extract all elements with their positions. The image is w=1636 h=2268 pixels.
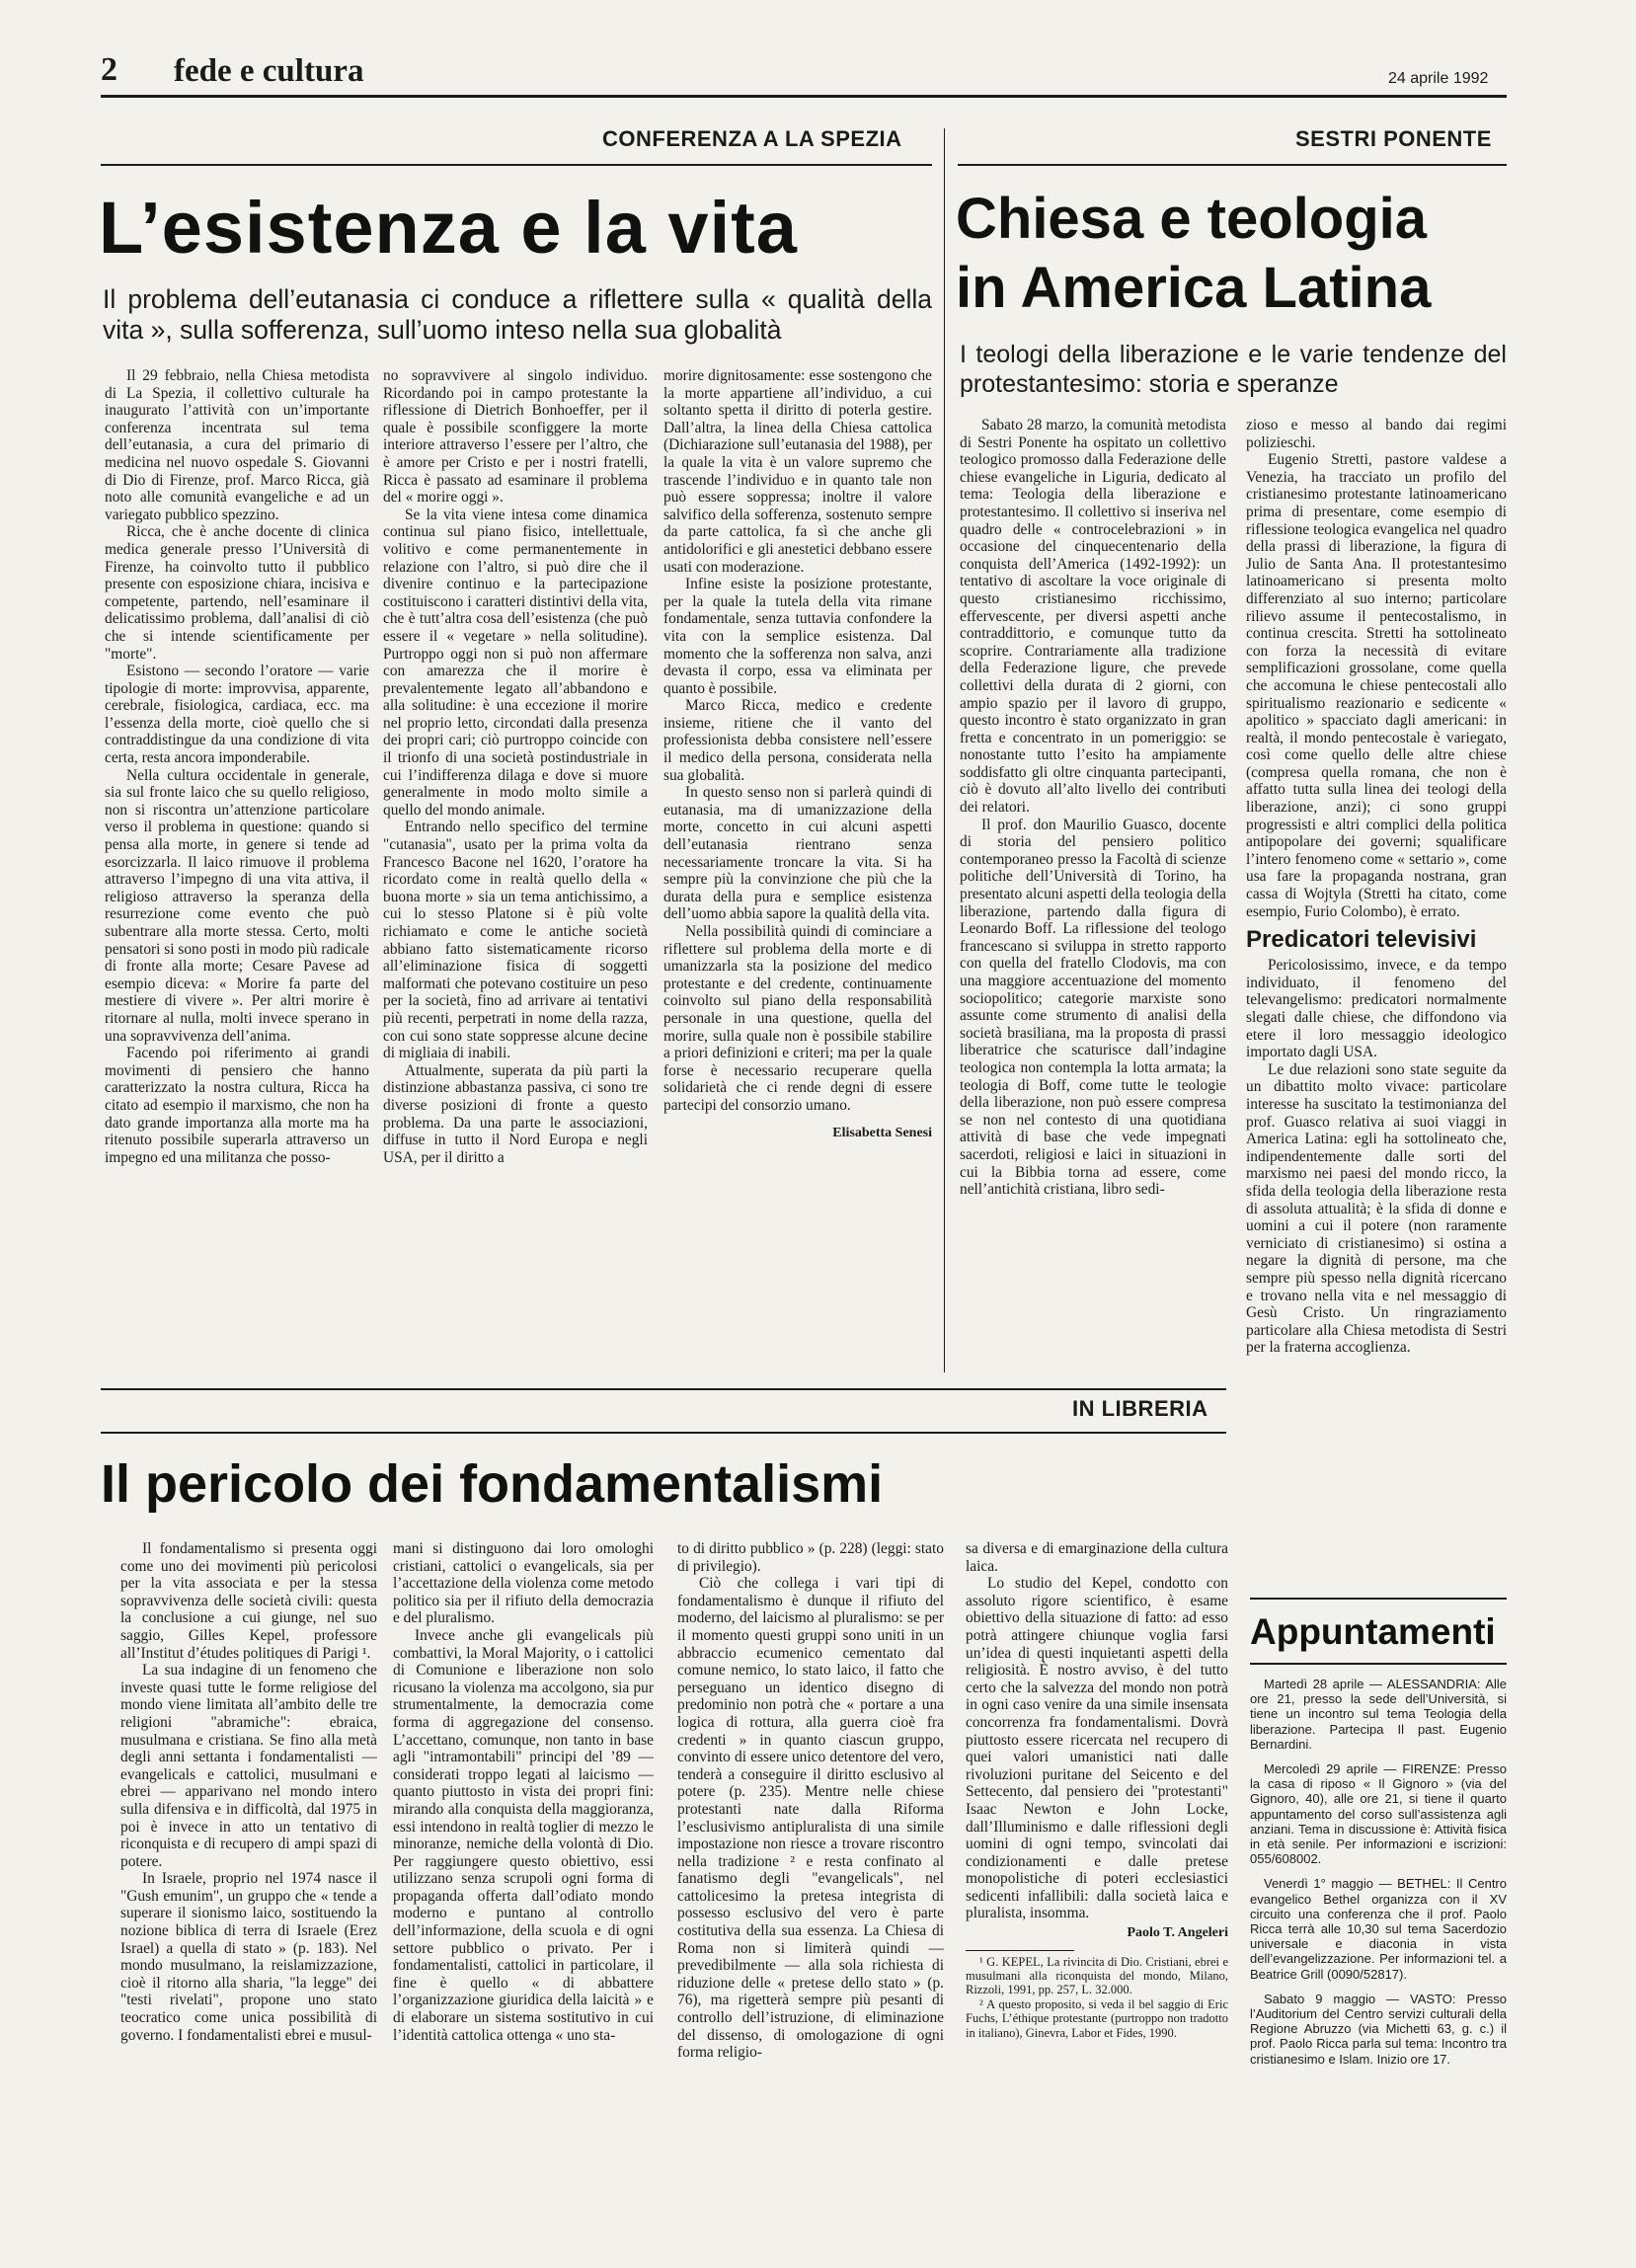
paragraph: Eugenio Stretti, pastore valdese a Venezia, ha tracciato un profilo del cristianesimo protestante latinoamericano prima di presentare, come esempio di riflessione teologica evangelica nel quadro della prassi di liberazione, la figura di Julio de Santa Ana. Il protestantesimo latinoamericano si presenta molto differenziato al suo interno; particolare rilievo assume il pentecostalismo, in continua crescita. Stretti ha sottolineato con forza la necessità di evitare semplificazioni grossolane, come quella che accomuna le chiese pentecostali allo spiritualismo reazionario e sedicente « apolitico » spacciato dagli americani: in realtà, il mondo pentecostale è variegato, così come quello delle altre chiese (compresa quella romana, che non è affatto tutta sulla linea dei teologi della liberazione, anzi); ci sono gruppi progressisti e altri complici della politica antipopolare dei governi; squalificare l’intero fenomeno come « settario », come usa fare la propaganda nostrana, gran cassa di Wojtyla (Stretti ha citato, come esempio, Furio Colombo), è errato. <box>1246 451 1507 920</box>
column-bottom-4 <box>966 1540 1228 2093</box>
paragraph: Attualmente, superata da più parti la distinzione abbastanza passiva, ci sono tre diverse posizioni di fronte a questo problema. Da una parte le associazioni, diffuse in tutto il Nord Europa e negli USA, per il diritto a <box>383 1061 648 1166</box>
paragraph: Infine esiste la posizione protestante, per la quale la tutela della vita rimane fondamentale, senza tuttavia confondere la vita con la semplice esistenza. Dal momento che la sofferenza non salva, anzi devasta il corpo, essa va eliminata per quanto è possibile. <box>663 576 932 697</box>
column-left-1 <box>105 367 369 1370</box>
kicker-bottom-rule <box>101 1432 1226 1434</box>
deck-right: I teologi della liberazione e le varie tendenze del protestantesimo: storia e speranze <box>960 341 1507 398</box>
column-bottom-3 <box>677 1540 944 2093</box>
column-left-3 <box>663 367 932 1370</box>
paragraph: Invece anche gli evangelicals più combattivi, la Moral Majority, o i cattolici di Comunione e liberazione non solo ricusano la violenza ma accolgono, sia pur strumentalmente, la democrazia come forma di aggregazione del consenso. L’accettano, comunque, non tanto in base agli "intramontabili" principi del ’89 — considerati troppo legati al laicismo — quanto piuttosto in vista dei propri fini: mirando alla conquista della maggioranza, essi intendono in realtà toglier di mezzo le minoranze, nemiche della volontà di Dio. Per raggiungere questo obiettivo, essi utilizzano senza scrupoli ogni forma di propaganda offerta dall’odiato mondo moderno e puntano al controllo dell’informazione, della scuola e di ogni settore pubblico o privato. Per i fondamentalisti, cattolici in particolare, il fine è quello « di abbattere l’organizzazione giuridica della laicità » e di elaborare un sistema sostitutivo in cui l’identità cattolica ottenga « uno sta- <box>393 1626 654 2044</box>
paragraph: mani si distinguono dai loro omologhi cristiani, cattolici o evangelicals, sia per l’accettazione della violenza come metodo politico sia per il rifiuto della democrazia e del pluralismo. <box>393 1540 654 1627</box>
appuntamenti-title-rule <box>1250 1663 1507 1665</box>
author-signature: Paolo T. Angeleri <box>1127 1925 1228 1941</box>
paragraph: Il prof. don Maurilio Guasco, docente di storia del pensiero politico contemporaneo presso la Facoltà di scienze politiche dell’Università di Torino, ha presentato alcuni aspetti della teologia della liberazione, partendo dalla figura di Leonardo Boff. La riflessione del teologo francescano si sviluppa in stretto rapporto con quella del fratello Clodovis, ma con una maggiore accentuazione del momento sociopolitico; categorie marxiste sono assunte come strumento di analisi della società brasiliana, ma la proposta di prassi liberatrice che scaturisce dall’indagine teologica non contempla la lotta armata; la teologia di Boff, come tutte le teologie della liberazione, non può essere compresa se non nel contesto di una quotidiana attività di base che vede impegnati sacerdoti, religiosi e laici in situazioni in cui la Bibbia torna ad essere, come nell’antichità cristiana, libro sedi- <box>960 816 1226 1199</box>
paragraph: Nella cultura occidentale in generale, sia sul fronte laico che su quello religioso, non si riscontra un’attenzione particolare verso il problema in questione: quando si pensa alla morte, in genere si tende ad esorcizzarla. Il laico rimuove il problema attraverso l’impegno di una vita attiva, il religioso attraverso la speranza della resurrezione come evento che può subentrare alla morte stessa. Certo, molti pensatori si sono posti in modo più radicale di fronte alla morte; Cesare Pavese ad esempio diceva: « Morire fa parte del mestiere di vivere ». Per altri morire è ritornare al nulla, molti invece sperano in una sopravvivenza dell’anima. <box>105 766 369 1045</box>
paragraph: Il 29 febbraio, nella Chiesa metodista di La Spezia, il collettivo culturale ha inaugurato l’attività con un’importante conferenza incentrata sul tema dell’eutanasia, a cura del primario di medicina nel nuovo ospedale S. Giovanni di Dio di Firenze, prof. Marco Ricca, già noto alle comunità evangeliche e ad un variegato pubblico spezzino. <box>105 367 369 523</box>
bottom-article-top-rule <box>101 1388 1226 1390</box>
column-bottom-2 <box>393 1540 654 2093</box>
kicker-left: CONFERENZA A LA SPEZIA <box>602 126 902 151</box>
title-bottom: Il pericolo dei fondamentalismi <box>101 1454 884 1514</box>
kicker-right-rule <box>958 164 1507 166</box>
section-name: fede e cultura <box>174 53 364 89</box>
appointment-item: Martedì 28 aprile — ALESSANDRIA: Alle ore 21, presso la sede dell’Università, si tiene un incontro sul tema Teologia della liberazione. Partecipa Il past. Eugenio Bernardini. <box>1250 1677 1507 1752</box>
paragraph: Ciò che collega i vari tipi di fondamentalismo è dunque il rifiuto del moderno, del laicismo al pluralismo: se per il momento questi gruppi sono uniti in un abbraccio ecumenico cementato dal comune nemico, lo stato laico, il fatto che perseguano un identico disegno di predominio non potrà che « portare a una logica di rottura, alla guerra cioè fra credenti » in quanto ciascun gruppo, convinto di essere unico detentore del vero, tenderà a conseguire il diritto esclusivo al potere (p. 235). Mentre nelle chiese protestanti nate dalla Riforma l’esclusivismo antipluralista di una simile impostazione non riesce a trovare riscontro nella tradizione ² e resta confinato al fanatismo degli "evangelicals", nel cattolicesimo la pretesa integrista di possesso esclusivo del vero è parte costitutiva della sua essenza. La Chiesa di Roma non si limiterà quindi — prevedibilmente — alla sola richiesta di riduzione delle « pretese dello stato » (p. 76), ma rigetterà sempre più pesanti di controllo dell’istruzione, di eliminazione del dissenso, di omologazione di ogni forma religio- <box>677 1575 944 2062</box>
paragraph: no sopravvivere al singolo individuo. Ricordando poi in campo protestante la riflessione di Dietrich Bonhoeffer, per il quale è possibile sconfiggere la morte interiore attraverso l’essere per l’altro, che è amore per Cristo e per i nostri fratelli, Ricca è passato ad esaminare il problema del « morire oggi ». <box>383 367 648 507</box>
footnote-rule <box>966 1950 1074 1951</box>
appointment-item: Mercoledì 29 aprile — FIRENZE: Presso la casa di riposo « Il Gignoro » (via del Gignoro, 40), alle ore 21, si tiene il quarto appuntamento del corso sull’assistenza agli anziani. Tema in discussione è: Attività fisica in età senile. Per informazioni e iscrizioni: 055/608002. <box>1250 1761 1507 1867</box>
paragraph: Se la vita viene intesa come dinamica continua sul piano fisico, intellettuale, volitivo e come permanentemente in relazione con l’altro, si può dire che il divenire continuo e la partecipazione costituiscono i caratteri distintivi della vita, che è tutt’altra cosa dell’esistenza (che può essere il « vegetare » nella solitudine). Purtroppo oggi non si può non affermare con amarezza che il morire è prevalentemente legato all’abbandono e alla solitudine: è una eccezione il morire nel proprio letto, circondati dalla presenza dei propri cari; ciò purtroppo coincide con il trionfo di una società postindustriale in cui l’indifferenza dilaga e dove si muore generalmente in modo molto simile a quello del mondo animale. <box>383 506 648 819</box>
paragraph: Marco Ricca, medico e credente insieme, ritiene che il vanto del professionista debba consistere nell’essere il medico della persona, considerata nella sua globalità. <box>663 697 932 784</box>
paragraph: Entrando nello specifico del termine "cutanasia", usato per la prima volta da Francesco Bacone nel 1620, l’oratore ha ricordato come in realtà quello della « buona morte » sia un tema antichissimo, a cui lo stesso Platone si è più volte richiamato e come le antiche società abbiano fatto sistematicamente ricorso all’eliminazione fisica di soggetti malformati che potevano costituire un peso per la società, fino ad arrivare ai tentativi più recenti, perpetrati in nome della razza, con cui sono state soppresse alcune decine di migliaia di inabili. <box>383 819 648 1062</box>
appuntamenti-top-rule <box>1250 1598 1507 1600</box>
title-right-line1: Chiesa e teologia <box>956 187 1428 251</box>
column-left-2 <box>383 367 648 1370</box>
footnote: ¹ G. KEPEL, La rivincita di Dio. Cristiani, ebrei e musulmani alla riconquista del mondo, Milano, Rizzoli, 1991, pp. 257, L. 32.000. <box>966 1954 1228 1997</box>
column-right-2 <box>1246 417 1507 1878</box>
appointment-item: Sabato 9 maggio — VASTO: Presso l’Auditorium del Centro servizi culturali della Regione Abruzzo (via Michetti 63, g. c.) il prof. Paolo Ricca parla sul tema: Incontro tra cristianesimo e Islam. Inizio ore 17. <box>1250 1991 1507 2067</box>
paragraph: La sua indagine di un fenomeno che investe quasi tutte le forme religiose del mondo viene limitata all’ambito delle tre religioni "abramiche": ebraica, musulmana e cristiana. Se fino alla metà degli anni settanta i fondamentalisti — evangelicals e cattolici, musulmani e ebrei — apparivano nel mondo intero sulla difensiva e in difficoltà, dal 1975 in poi è invece in atto un tentativo di riconquista e di recupero di ampi spazi di potere. <box>120 1662 377 1870</box>
column-divider <box>944 128 945 1372</box>
paragraph: In questo senso non si parlerà quindi di eutanasia, ma di umanizzazione della morte, concetto in cui alcuni aspetti dell’eutanasia rientrano senza necessariamente troncare la vita. Si ha sempre più la convinzione che più che la durata della pura e semplice esistenza dell’uomo abbia sapore la qualità della vita. <box>663 784 932 923</box>
appuntamenti-title: Appuntamenti <box>1250 1611 1496 1652</box>
paragraph: sa diversa e di emarginazione della cultura laica. <box>966 1540 1228 1575</box>
paragraph: morire dignitosamente: esse sostengono che la morte appartiene all’individuo, a cui soltanto spetta il diritto di poterla gestire. Dall’altra, la linea della Chiesa cattolica (Dichiarazione sull’eutanasia del 1988), per la quale la vita è un valore supremo che trascende l’individuo e in quanto tale non può essere soppressa; inoltre il valore salvifico della sofferenza, sostenuto sempre da parte cattolica, fa sì che anche gli antidolorifici e gli anestetici debbano essere usati con moderazione. <box>663 367 932 576</box>
column-right-1 <box>960 417 1226 1370</box>
title-left: L’esistenza e la vita <box>99 187 798 269</box>
paragraph: Facendo poi riferimento ai grandi movimenti di pensiero che hanno caratterizzato la nostra cultura, Ricca ha citato ad esempio il marxismo, che non ha dato grande importanza alla morte ma ha ritenuto possibile superarla attraverso un impegno ed una militanza che posso- <box>105 1045 369 1166</box>
issue-date: 24 aprile 1992 <box>1388 70 1489 87</box>
paragraph: zioso e messo al bando dai regimi polizieschi. <box>1246 417 1507 451</box>
paragraph: Il fondamentalismo si presenta oggi come uno dei movimenti più pericolosi per la vita associata e per la stessa sopravvivenza delle società civili: questa la conclusione a cui giunge, nel suo saggio, Gilles Kepel, professore all’Institut d’études politiques di Parigi ¹. <box>120 1540 377 1662</box>
footnote: ² A questo proposito, si veda il bel saggio di Eric Fuchs, L’éthique protestante (purtroppo non tradotto in italiano), Ginevra, Labor et Fides, 1990. <box>966 1996 1228 2040</box>
deck-left: Il problema dell’eutanasia ci conduce a riflettere sulla « qualità della vita », sulla sofferenza, sull’uomo inteso nella sua globalità <box>103 284 932 345</box>
paragraph: to di diritto pubblico » (p. 228) (leggi: stato di privilegio). <box>677 1540 944 1575</box>
paragraph: In Israele, proprio nel 1974 nasce il "Gush emunim", un gruppo che « tende a superare il sionismo laico, sostituendo la nozione biblica di terra di Israele (Erez Israel) a quella di stato » (p. 183). Nel mondo musulmano, la reislamizzazione, cioè il ritorno alla sharia, "la legge" dei "testi rivelati", propone uno stato teocratico come unica possibilità di governo. I fondamentalisti ebrei e musul- <box>120 1870 377 2044</box>
paragraph: Le due relazioni sono state seguite da un dibattito molto vivace: particolare interesse ha suscitato la testimonianza del prof. Guasco relativa ai suoi viaggi in America Latina: egli ha sottolineato che, indipendentemente dalle sorti del marxismo nei paesi del mondo ricco, la sfida della teologia della liberazione resta di assoluta attualità; è la sfida di donne e uomini a cui il potere (non raramente verniciato di cristianesimo) si ostina a negare la dignità di persone, ma che sempre più spesso nella dignità ricercano e trovano nella vita e nel messaggio di Gesù Cristo. Un ringraziamento particolare alla Chiesa metodista di Sestri per la fraterna accoglienza. <box>1246 1060 1507 1357</box>
paragraph: Pericolosissimo, invece, e da tempo individuato, il fenomeno del televangelismo: predicatori normalmente slegati dalle chiese, che diffondono via etere il loro messaggio ideologico importato dagli USA. <box>1246 957 1507 1061</box>
paragraph: Sabato 28 marzo, la comunità metodista di Sestri Ponente ha ospitato un collettivo teologico promosso dalla Federazione delle chiese evangeliche in Liguria, dedicato al tema: Teologia della liberazione e protestantesimo. Il collettivo si inseriva nel quadro delle « controcelebrazioni » in occasione del cinquecentenario della conquista dell’America (1492-1992): un tentativo di ascoltare la voce originale di questo cristianesimo ricchissimo, effervescente, per diversi aspetti anche contraddittorio, e comunque tutto da scoprire. Contrariamente alla tradizione della Federazione ligure, che prevede collettivi della durata di 2 giorni, con ampio spazio per il lavoro di gruppo, questo incontro è stato organizzato in gran fretta e concentrato in un pomeriggio: se nonostante tutto l’esito ha ampiamente soddisfatto gli oltre cinquanta partecipanti, ciò è dovuto all’alto livello dei contributi dei relatori. <box>960 417 1226 817</box>
kicker-bottom: IN LIBRERIA <box>1072 1396 1208 1421</box>
paragraph: Nella possibilità quindi di cominciare a riflettere sul problema della morte e di umanizzarla sta la posizione del medico protestante e del credente, continuamente coinvolto sul piano della responsabilità personale in una questione, quella del morire, sulla quale non è possibile stabilire a priori definizioni e criteri; ma per la quale forse è necessario recuperare quella solidarietà che ci rende degni di essere partecipi del consorzio umano. <box>663 923 932 1114</box>
paragraph: Ricca, che è anche docente di clinica medica generale presso l’Università di Firenze, ha coinvolto tutto il pubblico presente con esposizione chiara, incisiva e competente, partendo, nell’esaminare il delicatissimo problema, dall’analisi di ciò che si intende scientificamente per "morte". <box>105 523 369 663</box>
subheading-predicatori: Predicatori televisivi <box>1246 926 1477 954</box>
title-right-line2: in America Latina <box>956 256 1432 320</box>
header-rule <box>101 95 1507 98</box>
paragraph: Esistono — secondo l’oratore — varie tipologie di morte: improvvisa, apparente, cerebrale, fisiologica, cardiaca, ecc. ma l’essenza della morte, cioè quello che si contraddistingue da una condizione di vita certa, resta ancora imponderabile. <box>105 663 369 767</box>
column-bottom-1 <box>120 1540 377 2093</box>
author-signature: Elisabetta Senesi <box>832 1125 932 1140</box>
paragraph: Lo studio del Kepel, condotto con assoluto rigore scientifico, è esame obiettivo della situazione di fatto: ad esso potrà attingere chiunque voglia farsi un’idea di questi inquietanti aspetti della religiosità. È nostro avviso, è del tutto certo che la salvezza del mondo non potrà in ogni caso venire da una simile insensata concorrenza fra fondamentalismi. Dovrà piuttosto essere ricercata nel recupero di quei valori umanistici nati dalle rivoluzioni puritane del Seicento e del Settecento, dal pensiero dei "protestanti" Isaac Newton e John Locke, dall’Illuminismo e dalle riflessioni degli uomini di ogni tempo, svincolati dai condizionamenti e dalle pretese monopolistiche di poteri ecclesiastici sedicenti infallibili: dalla società laica e pluralista, insomma. <box>966 1575 1228 1922</box>
page-number: 2 <box>101 51 117 88</box>
appointment-item: Venerdì 1° maggio — BETHEL: Il Centro evangelico Bethel organizza con il XV circuito una conferenza che il prof. Paolo Ricca terrà alle 10,30 sul tema Sacerdozio universale e diaconia in vista dell’evangelizzazione. Per informazioni tel. a Beatrice Grill (0090/52817). <box>1250 1876 1507 1982</box>
kicker-left-rule <box>101 164 932 166</box>
kicker-right: SESTRI PONENTE <box>1295 126 1492 151</box>
appuntamenti-list <box>1250 1677 1507 2091</box>
